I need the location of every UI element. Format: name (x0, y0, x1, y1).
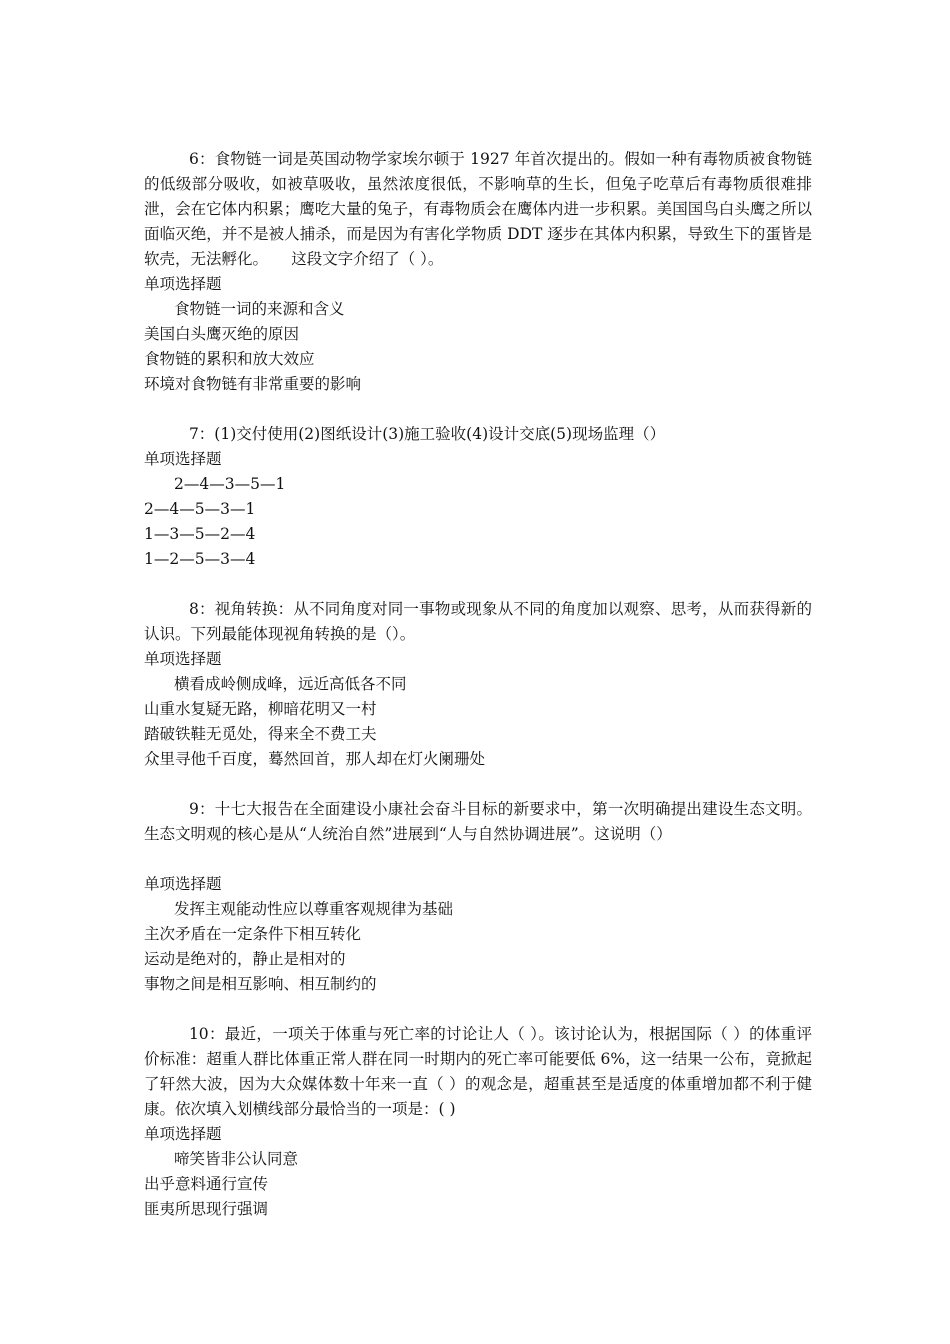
spacer (144, 847, 812, 872)
spacer (144, 772, 812, 797)
question-type: 单项选择题 (144, 875, 222, 893)
question-text: 8：视角转换：从不同角度对同一事物或现象从不同的角度加以观察、思考，从而获得新的认识。下列最能体现视角转换的是（）。 (144, 600, 812, 643)
question-type: 单项选择题 (144, 275, 222, 293)
question-10 (144, 1022, 812, 1222)
question-6 (144, 147, 812, 397)
option-a[interactable]: 2—4—3—5—1 (174, 475, 286, 493)
option-a[interactable]: 啼笑皆非公认同意 (174, 1150, 299, 1168)
option-c[interactable]: 运动是绝对的，静止是相对的 (144, 950, 346, 968)
option-d[interactable]: 众里寻他千百度，蓦然回首，那人却在灯火阑珊处 (144, 750, 486, 768)
option-c[interactable]: 踏破铁鞋无觅处，得来全不费工夫 (144, 725, 377, 743)
spacer (144, 572, 812, 597)
spacer (144, 397, 812, 422)
document-page (144, 147, 812, 1222)
option-a[interactable]: 发挥主观能动性应以尊重客观规律为基础 (174, 900, 454, 918)
option-d[interactable]: 1—2—5—3—4 (144, 550, 256, 568)
question-text: 6：食物链一词是英国动物学家埃尔顿于 1927 年首次提出的。假如一种有毒物质被食物链的低级部分吸收，如被草吸收，虽然浓度很低，不影响草的生长，但兔子吃草后有毒物质很难排泄，会在它体内积累；鹰吃大量的兔子，有毒物质会在鹰体内进一步积累。美国国鸟白头鹰之所以面临灭绝，并不是被人捕杀，而是因为有害化学物质 DDT 逐步在其体内积累，导致生下的蛋皆是软壳，无法孵化。 这段文字介绍了（ ）。 (144, 150, 812, 268)
option-b[interactable]: 2—4—5—3—1 (144, 500, 256, 518)
question-text: 9：十七大报告在全面建设小康社会奋斗目标的新要求中，第一次明确提出建设生态文明。生态文明观的核心是从“人统治自然”进展到“人与自然协调进展”。这说明（） (144, 800, 812, 843)
question-type: 单项选择题 (144, 650, 222, 668)
option-c[interactable]: 1—3—5—2—4 (144, 525, 256, 543)
option-a[interactable]: 横看成岭侧成峰，远近高低各不同 (174, 675, 407, 693)
option-b[interactable]: 出乎意料通行宣传 (144, 1175, 269, 1193)
option-c[interactable]: 食物链的累积和放大效应 (144, 350, 315, 368)
question-9 (144, 797, 812, 997)
option-b[interactable]: 美国白头鹰灭绝的原因 (144, 325, 300, 343)
spacer (144, 997, 812, 1022)
option-b[interactable]: 山重水复疑无路，柳暗花明又一村 (144, 700, 377, 718)
question-type: 单项选择题 (144, 1125, 222, 1143)
question-text: 7：(1)交付使用(2)图纸设计(3)施工验收(4)设计交底(5)现场监理（） (188, 425, 666, 443)
question-8 (144, 597, 812, 772)
option-b[interactable]: 主次矛盾在一定条件下相互转化 (144, 925, 362, 943)
question-7 (144, 422, 812, 572)
option-d[interactable]: 事物之间是相互影响、相互制约的 (144, 975, 377, 993)
question-type: 单项选择题 (144, 450, 222, 468)
question-text: 10：最近，一项关于体重与死亡率的讨论让人（ ）。该讨论认为，根据国际（ ）的体重评价标准：超重人群比体重正常人群在同一时期内的死亡率可能要低 6%，这一结果一公布，竟掀起了轩然大波，因为大众媒体数十年来一直（ ）的观念是，超重甚至是适度的体重增加都不利于健康。依次填入划横线部分最恰当的一项是：( ) (144, 1025, 812, 1118)
option-a[interactable]: 食物链一词的来源和含义 (174, 300, 345, 318)
option-d[interactable]: 环境对食物链有非常重要的影响 (144, 375, 362, 393)
option-c[interactable]: 匪夷所思现行强调 (144, 1200, 269, 1218)
